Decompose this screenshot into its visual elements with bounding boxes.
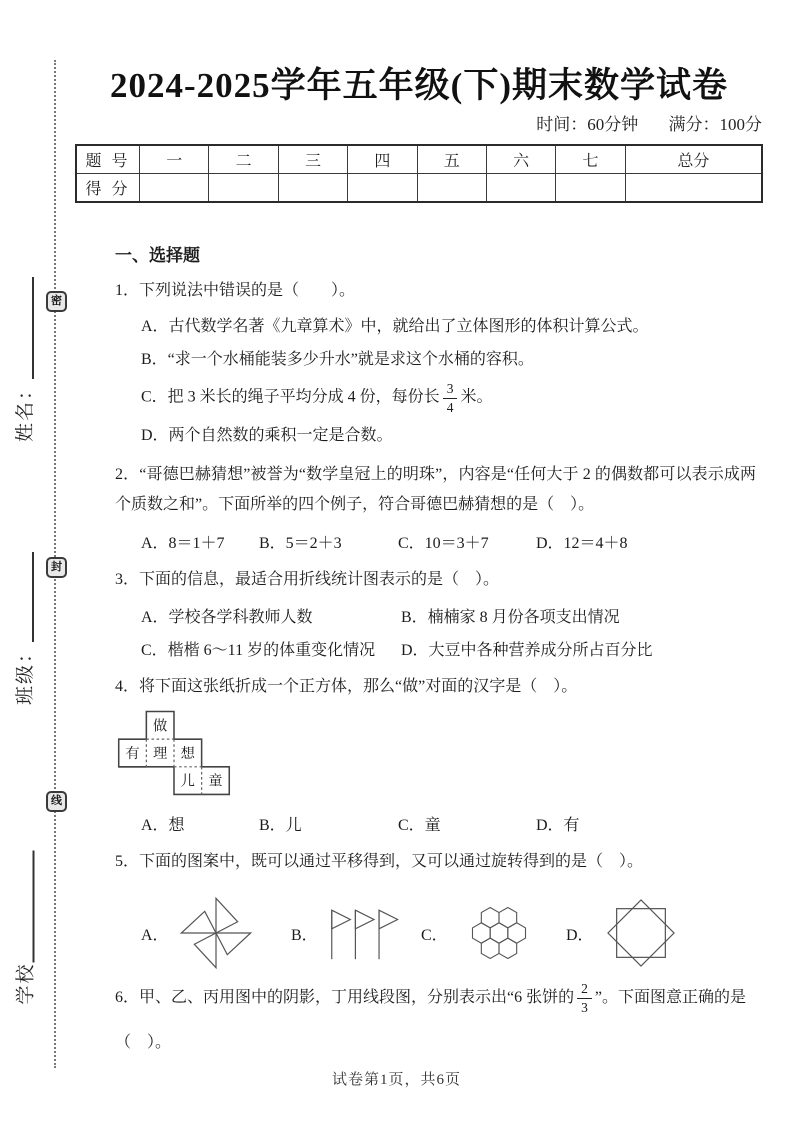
question-6 bbox=[115, 981, 756, 1052]
score-cell bbox=[556, 174, 625, 203]
pennant-flags-icon bbox=[325, 902, 401, 964]
fraction-denominator: 4 bbox=[446, 399, 454, 415]
question-row-label: 题 号 bbox=[76, 145, 140, 174]
page-title: 2024-2025学年五年级(下)期末数学试卷 bbox=[110, 66, 728, 105]
pinwheel-icon bbox=[176, 894, 256, 972]
class-label: 班级： bbox=[15, 641, 36, 705]
option-c-text-before: C．把 3 米长的绳子平均分成 4 份，每份长 bbox=[141, 388, 440, 406]
option-d-label: D． bbox=[566, 926, 594, 944]
exam-body bbox=[115, 241, 756, 1052]
net-cell-tong: 童 bbox=[208, 773, 223, 790]
question-3-option-d: D．大豆中各种营养成分所占百分比 bbox=[401, 642, 653, 660]
fraction-denominator: 3 bbox=[581, 999, 588, 1015]
question-2-option-d: D．12＝4＋8 bbox=[536, 535, 628, 553]
question-6-text-after: ”。下面图意正确的是 bbox=[594, 989, 746, 1007]
question-6-stem bbox=[115, 981, 756, 1015]
question-5-options bbox=[115, 893, 756, 973]
col-header: 一 bbox=[140, 145, 209, 174]
option-a-label: A． bbox=[141, 926, 169, 944]
class-underline bbox=[13, 552, 34, 642]
question-1-option-b: B．“求一个水桶能装多少升水”就是求这个水桶的容积。 bbox=[141, 351, 534, 368]
school-field bbox=[10, 840, 44, 1005]
seal-char-mi: 密 bbox=[46, 291, 67, 312]
time-limit: 时间：60分钟 bbox=[536, 115, 639, 134]
fraction-three-fourths bbox=[443, 381, 458, 415]
fraction-numerator: 3 bbox=[443, 381, 458, 399]
col-header: 五 bbox=[417, 145, 486, 174]
question-2-option-b: B．5＝2＋3 bbox=[259, 535, 342, 553]
question-1 bbox=[115, 276, 756, 448]
score-cell bbox=[417, 174, 486, 203]
question-3 bbox=[115, 565, 756, 660]
question-5-option-a bbox=[141, 894, 291, 972]
question-5-option-b bbox=[291, 902, 421, 964]
question-3-options bbox=[115, 604, 756, 660]
question-1-stem: 1．下列说法中错误的是（ ）。 bbox=[115, 282, 356, 299]
class-field bbox=[9, 545, 43, 705]
section-title: 一、选择题 bbox=[115, 246, 200, 265]
question-2-option-c: C．10＝3＋7 bbox=[398, 535, 489, 553]
seal-char-xian: 线 bbox=[46, 791, 67, 812]
question-2-stem: 2．“哥德巴赫猜想”被誉为“数学皇冠上的明珠”，内容是“任何大于 2 的偶数都可以表示成两个质数之和”。下面所举的四个例子，符合哥德巴赫猜想的是（ ）。 bbox=[115, 466, 756, 514]
question-5-stem: 5．下面的图案中，既可以通过平移得到，又可以通过旋转得到的是（ ）。 bbox=[115, 853, 644, 871]
question-4 bbox=[115, 672, 756, 835]
question-2 bbox=[115, 460, 756, 553]
cube-net-figure bbox=[117, 710, 756, 802]
question-1-option-a: A．古代数学名著《九章算术》中，就给出了立体图形的体积计算公式。 bbox=[141, 318, 649, 335]
fraction-two-thirds bbox=[577, 981, 592, 1015]
school-underline bbox=[14, 850, 35, 962]
col-header: 四 bbox=[348, 145, 417, 174]
seal-char-feng: 封 bbox=[46, 557, 67, 578]
honeycomb-icon bbox=[455, 893, 543, 973]
question-4-options bbox=[115, 812, 756, 835]
question-5-option-c bbox=[421, 893, 566, 973]
col-header: 二 bbox=[209, 145, 278, 174]
score-cell bbox=[625, 174, 762, 203]
score-cell bbox=[140, 174, 209, 203]
page-footer: 试卷第1页，共6页 bbox=[331, 1072, 461, 1088]
option-c-text-after: 米。 bbox=[460, 388, 493, 406]
score-cell bbox=[348, 174, 417, 203]
net-cell-you: 有 bbox=[125, 746, 140, 763]
score-cell bbox=[486, 174, 555, 203]
col-header: 六 bbox=[486, 145, 555, 174]
name-label: 姓名： bbox=[15, 378, 36, 442]
question-2-option-a: A．8＝1＋7 bbox=[141, 535, 225, 553]
question-4-stem: 4．将下面这张纸折成一个正方体，那么“做”对面的汉字是（ ）。 bbox=[115, 678, 578, 696]
question-3-option-c: C．楷楷 6～11 岁的体重变化情况 bbox=[141, 642, 376, 660]
score-table bbox=[75, 144, 763, 203]
net-cell-zuo: 做 bbox=[153, 718, 168, 735]
question-4-option-b: B．儿 bbox=[259, 817, 302, 835]
overlapping-squares-icon bbox=[601, 893, 681, 973]
net-cell-er: 儿 bbox=[180, 773, 195, 790]
question-5 bbox=[115, 847, 756, 973]
net-cell-xiang: 想 bbox=[180, 746, 195, 763]
school-label: 学校 bbox=[15, 962, 37, 1005]
question-3-option-b: B．楠楠家 8 月份各项支出情况 bbox=[401, 609, 620, 627]
question-1-option-c bbox=[115, 381, 756, 415]
score-row-label: 得 分 bbox=[76, 174, 140, 203]
option-b-label: B． bbox=[291, 926, 318, 944]
question-2-options bbox=[115, 530, 756, 553]
col-header: 总分 bbox=[625, 145, 762, 174]
score-cell bbox=[209, 174, 278, 203]
question-1-option-d: D．两个自然数的乘积一定是合数。 bbox=[141, 427, 393, 445]
question-6-answer-blank: （ ）。 bbox=[115, 1034, 172, 1052]
option-c-label: C． bbox=[421, 926, 448, 944]
question-4-option-a: A．想 bbox=[141, 817, 185, 835]
question-3-option-a: A．学校各学科教师人数 bbox=[141, 609, 313, 627]
col-header: 七 bbox=[556, 145, 625, 174]
question-5-option-d bbox=[566, 893, 681, 973]
question-4-option-d: D．有 bbox=[536, 817, 580, 835]
name-underline bbox=[13, 277, 34, 379]
exam-meta bbox=[536, 110, 762, 135]
name-field bbox=[9, 270, 43, 442]
net-cell-li: 理 bbox=[153, 746, 168, 763]
question-4-option-c: C．童 bbox=[398, 817, 441, 835]
fraction-numerator: 2 bbox=[577, 981, 592, 999]
score-row bbox=[76, 174, 762, 203]
full-score: 满分：100分 bbox=[668, 115, 762, 134]
question-3-stem: 3．下面的信息，最适合用折线统计图表示的是（ ）。 bbox=[115, 571, 500, 589]
score-cell bbox=[278, 174, 347, 203]
question-number-row bbox=[76, 145, 762, 174]
col-header: 三 bbox=[278, 145, 347, 174]
question-6-text-before: 6．甲、乙、丙用图中的阴影，丁用线段图，分别表示出“6 张饼的 bbox=[115, 989, 575, 1007]
